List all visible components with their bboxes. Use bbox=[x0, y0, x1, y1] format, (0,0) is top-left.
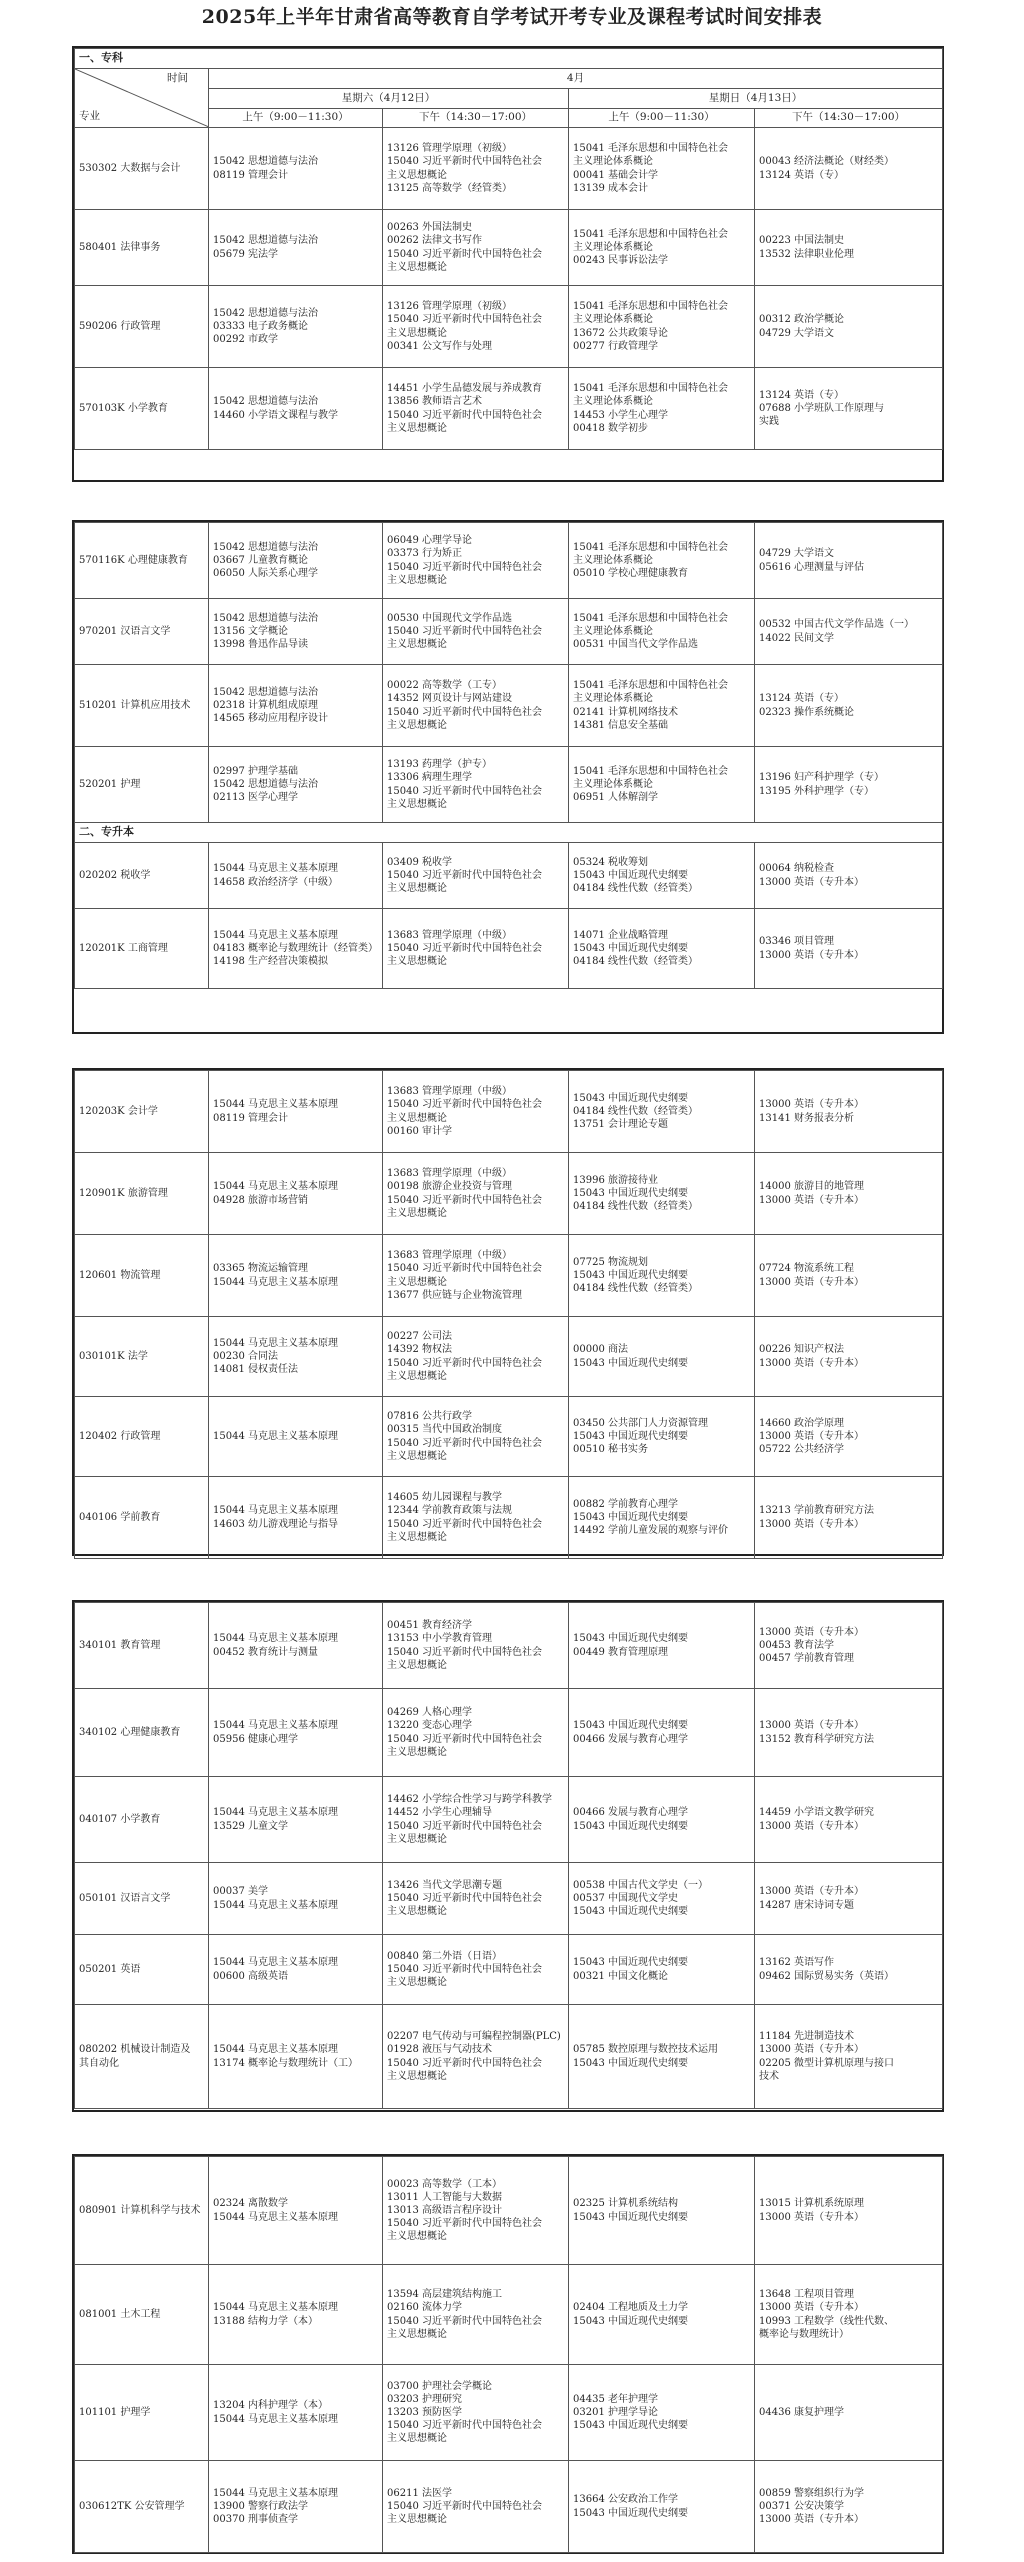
table-row bbox=[75, 286, 943, 368]
major-name: 590206 行政管理 bbox=[75, 286, 209, 368]
exam-cell: 00223 中国法制史 13532 法律职业伦理 bbox=[755, 210, 943, 286]
major-name: 030101K 法学 bbox=[75, 1317, 209, 1397]
exam-cell: 15042 思想道德与法治 02318 计算机组成原理 14565 移动应用程序设计 bbox=[209, 665, 383, 747]
major-name: 570103K 小学教育 bbox=[75, 368, 209, 450]
exam-cell: 00227 公司法 14392 物权法 15040 习近平新时代中国特色社会 主义思想概论 bbox=[383, 1317, 569, 1397]
table-row bbox=[75, 1603, 943, 1689]
exam-cell: 15043 中国近现代史纲要 00466 发展与教育心理学 bbox=[569, 1689, 755, 1777]
sun-pm-header: 下午（14:30－17:00） bbox=[755, 108, 943, 127]
exam-cell: 15043 中国近现代史纲要 00449 教育管理原理 bbox=[569, 1603, 755, 1689]
exam-cell: 02325 计算机系统结构 15043 中国近现代史纲要 bbox=[569, 2157, 755, 2265]
table-row bbox=[75, 523, 943, 599]
exam-cell: 00037 美学 15044 马克思主义基本原理 bbox=[209, 1863, 383, 1935]
exam-cell: 13162 英语写作 09462 国际贸易实务（英语） bbox=[755, 1935, 943, 2005]
exam-cell: 06049 心理学导论 03373 行为矫正 15040 习近平新时代中国特色社会 主义思想概论 bbox=[383, 523, 569, 599]
table-row bbox=[75, 1935, 943, 2005]
exam-cell: 13683 管理学原理（中级） 15040 习近平新时代中国特色社会 主义思想概论 bbox=[383, 909, 569, 989]
table-row bbox=[75, 1777, 943, 1863]
exam-cell: 13000 英语（专升本） 00453 教育法学 00457 学前教育管理 bbox=[755, 1603, 943, 1689]
exam-cell: 15044 马克思主义基本原理 00230 合同法 14081 侵权责任法 bbox=[209, 1317, 383, 1397]
exam-cell: 13000 英语（专升本） 13152 教育科学研究方法 bbox=[755, 1689, 943, 1777]
exam-cell: 13196 妇产科护理学（专） 13195 外科护理学（专） bbox=[755, 747, 943, 823]
table-row bbox=[75, 843, 943, 909]
exam-cell: 04729 大学语文 05616 心理测量与评估 bbox=[755, 523, 943, 599]
exam-cell: 15044 马克思主义基本原理 13174 概率论与数理统计（工） bbox=[209, 2005, 383, 2109]
exam-cell: 13594 高层建筑结构施工 02160 流体力学 15040 习近平新时代中国特色社会 主义思想概论 bbox=[383, 2265, 569, 2365]
exam-cell: 00466 发展与教育心理学 15043 中国近现代史纲要 bbox=[569, 1777, 755, 1863]
exam-cell: 03700 护理社会学概论 03203 护理研究 13203 预防医学 15040 习近平新时代中国特色社会 主义思想概论 bbox=[383, 2365, 569, 2461]
exam-cell: 15044 马克思主义基本原理 00600 高级英语 bbox=[209, 1935, 383, 2005]
major-name: 120901K 旅游管理 bbox=[75, 1153, 209, 1235]
exam-cell: 14000 旅游目的地管理 13000 英语（专升本） bbox=[755, 1153, 943, 1235]
exam-cell: 15044 马克思主义基本原理 13900 警察行政法学 00370 刑事侦查学 bbox=[209, 2461, 383, 2553]
exam-cell: 13000 英语（专升本） 13141 财务报表分析 bbox=[755, 1071, 943, 1153]
major-name: 580401 法律事务 bbox=[75, 210, 209, 286]
major-name: 120601 物流管理 bbox=[75, 1235, 209, 1317]
exam-cell: 15044 马克思主义基本原理 04928 旅游市场营销 bbox=[209, 1153, 383, 1235]
exam-cell: 15044 马克思主义基本原理 05956 健康心理学 bbox=[209, 1689, 383, 1777]
exam-cell: 15041 毛泽东思想和中国特色社会 主义理论体系概论 05010 学校心理健康教育 bbox=[569, 523, 755, 599]
exam-cell: 15042 思想道德与法治 03667 儿童教育概论 06050 人际关系心理学 bbox=[209, 523, 383, 599]
exam-cell: 05324 税收筹划 15043 中国近现代史纲要 04184 线性代数（经管类） bbox=[569, 843, 755, 909]
exam-cell: 15044 马克思主义基本原理 00452 教育统计与测量 bbox=[209, 1603, 383, 1689]
exam-cell: 00532 中国古代文学作品选（一） 14022 民间文学 bbox=[755, 599, 943, 665]
table-row bbox=[75, 1071, 943, 1153]
exam-cell: 00000 商法 15043 中国近现代史纲要 bbox=[569, 1317, 755, 1397]
month-header: 4月 bbox=[209, 69, 943, 89]
sunday-header: 星期日（4月13日） bbox=[569, 89, 943, 108]
exam-cell: 03346 项目管理 13000 英语（专升本） bbox=[755, 909, 943, 989]
major-name: 510201 计算机应用技术 bbox=[75, 665, 209, 747]
exam-cell: 02997 护理学基础 15042 思想道德与法治 02113 医学心理学 bbox=[209, 747, 383, 823]
exam-cell: 13648 工程项目管理 13000 英语（专升本） 10993 工程数学（线性代数、 概率论与数理统计） bbox=[755, 2265, 943, 2365]
schedule-table bbox=[74, 2156, 943, 2553]
exam-cell: 02324 离散数学 15044 马克思主义基本原理 bbox=[209, 2157, 383, 2265]
exam-cell: 15044 马克思主义基本原理 04183 概率论与数理统计（经管类） 14198 生产经营决策模拟 bbox=[209, 909, 383, 989]
exam-cell: 15041 毛泽东思想和中国特色社会 主义理论体系概论 00243 民事诉讼法学 bbox=[569, 210, 755, 286]
exam-cell: 15043 中国近现代史纲要 00321 中国文化概论 bbox=[569, 1935, 755, 2005]
exam-cell: 13996 旅游接待业 15043 中国近现代史纲要 04184 线性代数（经管类） bbox=[569, 1153, 755, 1235]
exam-cell: 15044 马克思主义基本原理 13188 结构力学（本） bbox=[209, 2265, 383, 2365]
exam-cell: 00530 中国现代文学作品选 15040 习近平新时代中国特色社会 主义思想概论 bbox=[383, 599, 569, 665]
table-row bbox=[75, 747, 943, 823]
exam-cell: 13124 英语（专） 02323 操作系统概论 bbox=[755, 665, 943, 747]
major-name: 970201 汉语言文学 bbox=[75, 599, 209, 665]
exam-cell: 04435 老年护理学 03201 护理学导论 15043 中国近现代史纲要 bbox=[569, 2365, 755, 2461]
major-name: 530302 大数据与会计 bbox=[75, 128, 209, 210]
exam-cell: 00312 政治学概论 04729 大学语文 bbox=[755, 286, 943, 368]
exam-cell: 13683 管理学原理（中级） 15040 习近平新时代中国特色社会 主义思想概论 13677 供应链与企业物流管理 bbox=[383, 1235, 569, 1317]
table-row bbox=[75, 1153, 943, 1235]
exam-cell: 07725 物流规划 15043 中国近现代史纲要 04184 线性代数（经管类） bbox=[569, 1235, 755, 1317]
exam-cell: 00043 经济法概论（财经类） 13124 英语（专） bbox=[755, 128, 943, 210]
table-row bbox=[75, 909, 943, 989]
exam-cell: 15041 毛泽东思想和中国特色社会 主义理论体系概论 00531 中国当代文学作品选 bbox=[569, 599, 755, 665]
exam-cell: 00859 警察组织行为学 00371 公安决策学 13000 英语（专升本） bbox=[755, 2461, 943, 2553]
exam-cell: 00023 高等数学（工本） 13011 人工智能与大数据 13013 高级语言程序设计 15040 习近平新时代中国特色社会 主义思想概论 bbox=[383, 2157, 569, 2265]
exam-cell: 15041 毛泽东思想和中国特色社会 主义理论体系概论 00041 基础会计学 13139 成本会计 bbox=[569, 128, 755, 210]
exam-cell: 00226 知识产权法 13000 英语（专升本） bbox=[755, 1317, 943, 1397]
exam-cell: 11184 先进制造技术 13000 英语（专升本） 02205 微型计算机原理与接口 技术 bbox=[755, 2005, 943, 2109]
sat-am-header: 上午（9:00－11:30） bbox=[209, 108, 383, 127]
exam-cell: 15044 马克思主义基本原理 13529 儿童文学 bbox=[209, 1777, 383, 1863]
major-name: 101101 护理学 bbox=[75, 2365, 209, 2461]
time-label: 时间 bbox=[167, 72, 188, 84]
exam-cell: 15041 毛泽东思想和中国特色社会 主义理论体系概论 02141 计算机网络技术 14381 信息安全基础 bbox=[569, 665, 755, 747]
schedule-table bbox=[74, 1070, 943, 1559]
table-row bbox=[75, 210, 943, 286]
exam-cell: 02404 工程地质及土力学 15043 中国近现代史纲要 bbox=[569, 2265, 755, 2365]
exam-cell: 00064 纳税检查 13000 英语（专升本） bbox=[755, 843, 943, 909]
exam-cell: 15044 马克思主义基本原理 14658 政治经济学（中级） bbox=[209, 843, 383, 909]
major-name: 520201 护理 bbox=[75, 747, 209, 823]
exam-cell: 00882 学前教育心理学 15043 中国近现代史纲要 14492 学前儿童发展的观察与评价 bbox=[569, 1477, 755, 1559]
exam-cell: 07816 公共行政学 00315 当代中国政治制度 15040 习近平新时代中国特色社会 主义思想概论 bbox=[383, 1397, 569, 1477]
exam-cell: 15041 毛泽东思想和中国特色社会 主义理论体系概论 14453 小学生心理学 00418 数学初步 bbox=[569, 368, 755, 450]
major-name: 040106 学前教育 bbox=[75, 1477, 209, 1559]
saturday-header: 星期六（4月12日） bbox=[209, 89, 569, 108]
table-row bbox=[75, 1863, 943, 1935]
exam-cell: 15042 思想道德与法治 05679 宪法学 bbox=[209, 210, 383, 286]
exam-cell: 07724 物流系统工程 13000 英语（专升本） bbox=[755, 1235, 943, 1317]
exam-cell: 13204 内科护理学（本） 15044 马克思主义基本原理 bbox=[209, 2365, 383, 2461]
table-row bbox=[75, 1689, 943, 1777]
header-diagonal-cell bbox=[75, 69, 209, 128]
major-name: 040107 小学教育 bbox=[75, 1777, 209, 1863]
major-name: 081001 土木工程 bbox=[75, 2265, 209, 2365]
major-name: 340102 心理健康教育 bbox=[75, 1689, 209, 1777]
exam-cell: 13000 英语（专升本） 14287 唐宋诗词专题 bbox=[755, 1863, 943, 1935]
major-name: 030612TK 公安管理学 bbox=[75, 2461, 209, 2553]
major-name: 340101 教育管理 bbox=[75, 1603, 209, 1689]
exam-cell: 15044 马克思主义基本原理 14603 幼儿游戏理论与指导 bbox=[209, 1477, 383, 1559]
exam-cell: 00022 高等数学（工专） 14352 网页设计与网站建设 15040 习近平新时代中国特色社会 主义思想概论 bbox=[383, 665, 569, 747]
exam-cell: 05785 数控原理与数控技术运用 15043 中国近现代史纲要 bbox=[569, 2005, 755, 2109]
exam-cell: 15042 思想道德与法治 13156 文学概论 13998 鲁迅作品导读 bbox=[209, 599, 383, 665]
exam-cell: 15042 思想道德与法治 14460 小学语文课程与教学 bbox=[209, 368, 383, 450]
exam-cell: 02207 电气传动与可编程控制器(PLC) 01928 液压与气动技术 15040 习近平新时代中国特色社会 主义思想概论 bbox=[383, 2005, 569, 2109]
exam-cell: 13664 公安政治工作学 15043 中国近现代史纲要 bbox=[569, 2461, 755, 2553]
exam-cell: 13683 管理学原理（中级） 15040 习近平新时代中国特色社会 主义思想概论 00160 审计学 bbox=[383, 1071, 569, 1153]
major-name: 050101 汉语言文学 bbox=[75, 1863, 209, 1935]
exam-cell: 03365 物流运输管理 15044 马克思主义基本原理 bbox=[209, 1235, 383, 1317]
exam-cell: 00263 外国法制史 00262 法律文书写作 15040 习近平新时代中国特色社会 主义思想概论 bbox=[383, 210, 569, 286]
exam-cell: 13126 管理学原理（初级） 15040 习近平新时代中国特色社会 主义思想概论 00341 公文写作与处理 bbox=[383, 286, 569, 368]
exam-cell: 14451 小学生品德发展与养成教育 13856 教师语言艺术 15040 习近平新时代中国特色社会 主义思想概论 bbox=[383, 368, 569, 450]
table-row bbox=[75, 665, 943, 747]
table-row bbox=[75, 2005, 943, 2109]
exam-cell: 03450 公共部门人力资源管理 15043 中国近现代史纲要 00510 秘书实务 bbox=[569, 1397, 755, 1477]
schedule-block-3 bbox=[72, 1068, 944, 1556]
exam-cell: 14071 企业战略管理 15043 中国近现代史纲要 04184 线性代数（经管类） bbox=[569, 909, 755, 989]
exam-cell: 13124 英语（专） 07688 小学班队工作原理与 实践 bbox=[755, 368, 943, 450]
exam-cell: 00840 第二外语（日语） 15040 习近平新时代中国特色社会 主义思想概论 bbox=[383, 1935, 569, 2005]
major-name: 050201 英语 bbox=[75, 1935, 209, 2005]
table-row bbox=[75, 2157, 943, 2265]
exam-cell: 15043 中国近现代史纲要 04184 线性代数（经管类） 13751 会计理论专题 bbox=[569, 1071, 755, 1153]
exam-cell: 00451 教育经济学 13153 中小学教育管理 15040 习近平新时代中国特色社会 主义思想概论 bbox=[383, 1603, 569, 1689]
table-row bbox=[75, 128, 943, 210]
section-heading: 一、专科 bbox=[75, 49, 943, 69]
sun-am-header: 上午（9:00－11:30） bbox=[569, 108, 755, 127]
table-row bbox=[75, 1317, 943, 1397]
exam-cell: 14462 小学综合性学习与跨学科教学 14452 小学生心理辅导 15040 习近平新时代中国特色社会 主义思想概论 bbox=[383, 1777, 569, 1863]
table-row bbox=[75, 1397, 943, 1477]
exam-cell: 15044 马克思主义基本原理 08119 管理会计 bbox=[209, 1071, 383, 1153]
table-row bbox=[75, 2265, 943, 2365]
schedule-block-2 bbox=[72, 520, 944, 1034]
exam-cell: 15044 马克思主义基本原理 bbox=[209, 1397, 383, 1477]
exam-cell: 13126 管理学原理（初级） 15040 习近平新时代中国特色社会 主义思想概论 13125 高等数学（经管类） bbox=[383, 128, 569, 210]
page-title: 2025年上半年甘肃省高等教育自学考试开考专业及课程考试时间安排表 bbox=[201, 6, 823, 28]
exam-cell: 14459 小学语文教学研究 13000 英语（专升本） bbox=[755, 1777, 943, 1863]
major-label: 专业 bbox=[79, 110, 100, 123]
exam-cell: 04269 人格心理学 13220 变态心理学 15040 习近平新时代中国特色社会 主义思想概论 bbox=[383, 1689, 569, 1777]
major-name: 570116K 心理健康教育 bbox=[75, 523, 209, 599]
exam-cell: 15041 毛泽东思想和中国特色社会 主义理论体系概论 13672 公共政策导论 00277 行政管理学 bbox=[569, 286, 755, 368]
schedule-block-1 bbox=[72, 46, 944, 482]
exam-cell: 00538 中国古代文学史（一） 00537 中国现代文学史 15043 中国近现代史纲要 bbox=[569, 1863, 755, 1935]
major-name: 120203K 会计学 bbox=[75, 1071, 209, 1153]
table-row bbox=[75, 599, 943, 665]
exam-cell: 04436 康复护理学 bbox=[755, 2365, 943, 2461]
section-heading: 二、专升本 bbox=[75, 823, 943, 843]
exam-cell: 15042 思想道德与法治 08119 管理会计 bbox=[209, 128, 383, 210]
table-row bbox=[75, 1477, 943, 1559]
major-name: 080202 机械设计制造及 其自动化 bbox=[75, 2005, 209, 2109]
major-name: 020202 税收学 bbox=[75, 843, 209, 909]
table-row bbox=[75, 2461, 943, 2553]
sat-pm-header: 下午（14:30－17:00） bbox=[383, 108, 569, 127]
schedule-table bbox=[74, 1602, 943, 2109]
exam-cell: 13193 药理学（护专） 13306 病理生理学 15040 习近平新时代中国特色社会 主义思想概论 bbox=[383, 747, 569, 823]
exam-cell: 03409 税收学 15040 习近平新时代中国特色社会 主义思想概论 bbox=[383, 843, 569, 909]
exam-cell: 13015 计算机系统原理 13000 英语（专升本） bbox=[755, 2157, 943, 2265]
major-name: 120402 行政管理 bbox=[75, 1397, 209, 1477]
exam-cell: 15041 毛泽东思想和中国特色社会 主义理论体系概论 06951 人体解剖学 bbox=[569, 747, 755, 823]
table-row bbox=[75, 1235, 943, 1317]
exam-cell: 06211 法医学 15040 习近平新时代中国特色社会 主义思想概论 bbox=[383, 2461, 569, 2553]
exam-cell: 14660 政治学原理 13000 英语（专升本） 05722 公共经济学 bbox=[755, 1397, 943, 1477]
major-name: 120201K 工商管理 bbox=[75, 909, 209, 989]
exam-cell: 13213 学前教育研究方法 13000 英语（专升本） bbox=[755, 1477, 943, 1559]
table-row bbox=[75, 2365, 943, 2461]
schedule-block-4 bbox=[72, 1600, 944, 2112]
exam-cell: 15042 思想道德与法治 03333 电子政务概论 00292 市政学 bbox=[209, 286, 383, 368]
schedule-table bbox=[74, 48, 943, 450]
exam-cell: 13426 当代文学思潮专题 15040 习近平新时代中国特色社会 主义思想概论 bbox=[383, 1863, 569, 1935]
exam-cell: 14605 幼儿园课程与教学 12344 学前教育政策与法规 15040 习近平新时代中国特色社会 主义思想概论 bbox=[383, 1477, 569, 1559]
exam-cell: 13683 管理学原理（中级） 00198 旅游企业投资与管理 15040 习近平新时代中国特色社会 主义思想概论 bbox=[383, 1153, 569, 1235]
major-name: 080901 计算机科学与技术 bbox=[75, 2157, 209, 2265]
schedule-block-5 bbox=[72, 2154, 944, 2554]
table-row bbox=[75, 368, 943, 450]
schedule-table bbox=[74, 522, 943, 989]
